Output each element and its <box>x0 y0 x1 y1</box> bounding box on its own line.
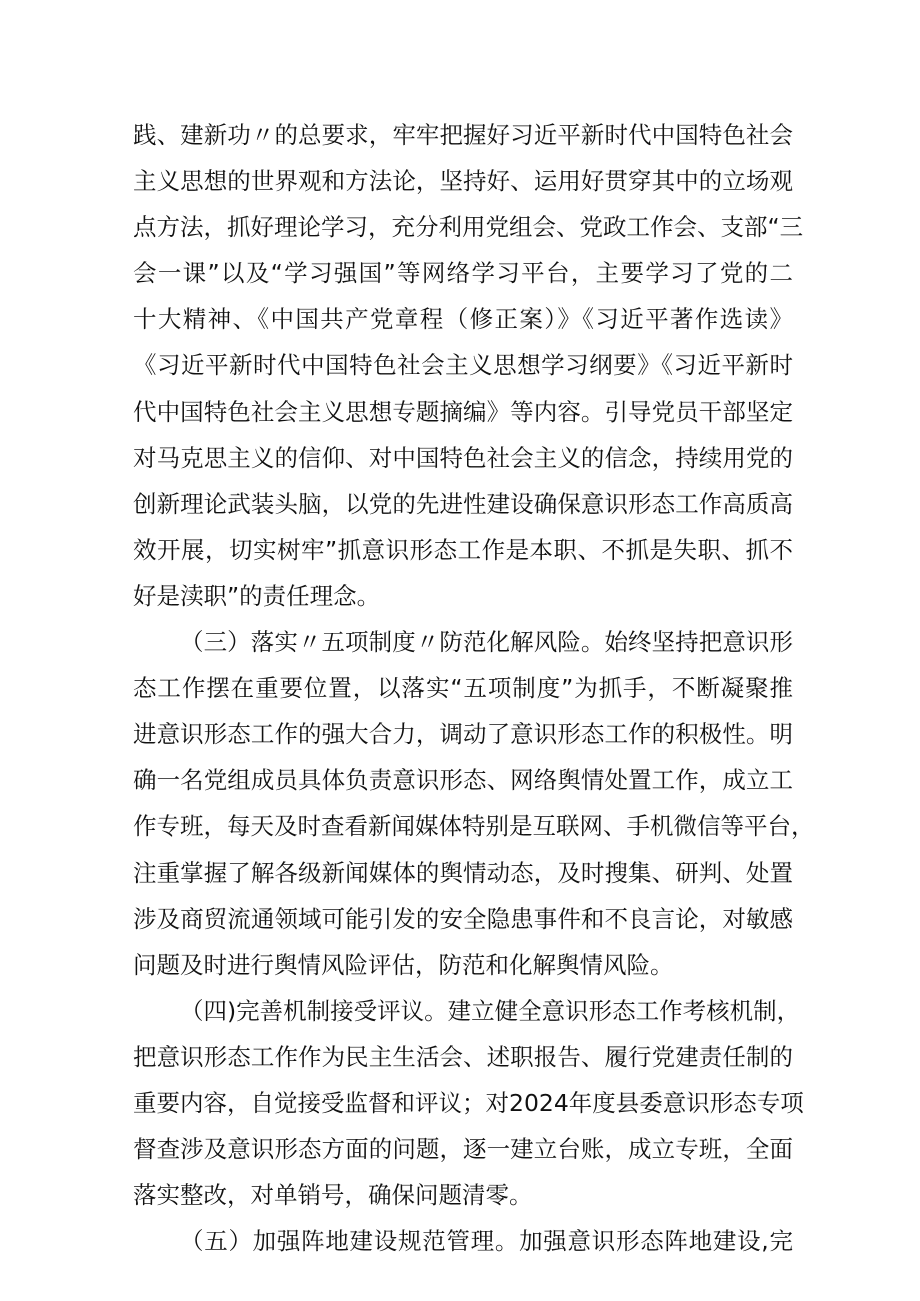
text-line: 践、建新功〃的总要求，牢牢把握好习近平新时代中国特色社会 <box>133 121 793 149</box>
text-line: 确一名党组成员具体负责意识形态、网络舆情处置工作，成立工 <box>133 766 793 795</box>
body-text <box>133 112 815 1264</box>
text-line: 对马克思主义的信仰、对中国特色社会主义的信念，持续用党的 <box>133 443 793 472</box>
text-line: 会一课”以及“学习强国”等网络学习平台，主要学习了党的二 <box>133 259 793 288</box>
text-line: 《习近平新时代中国特色社会主义思想学习纲要》《习近平新时 <box>133 351 793 380</box>
text-line: 十大精神、《中国共产党章程（修正案）》《习近平著作选读》 <box>133 305 793 334</box>
paragraph-end-line: 好是渎职”的责任理念。 <box>133 581 381 610</box>
text-line: 主义思想的世界观和方法论，坚持好、运用好贯穿其中的立场观 <box>133 167 793 196</box>
text-line: 效开展，切实树牢”抓意识形态工作是本职、不抓是失职、抓不 <box>133 535 793 564</box>
text-line: 点方法，抓好理论学习，充分利用党组会、党政工作会、支部“三 <box>133 213 804 242</box>
paragraph-end-line: 问题及时进行舆情风险评估，防范和化解舆情风险。 <box>133 950 674 979</box>
text-line: 创新理论武装头脑，以党的先进性建设确保意识形态工作高质高 <box>133 489 793 518</box>
text-line: 重要内容，自觉接受监督和评议；对2024年度县委意识形态专项 <box>133 1088 804 1117</box>
text-line: 督查涉及意识形态方面的问题，逐一建立台账，成立专班，全面 <box>133 1135 793 1164</box>
text-line: 进意识形态工作的强大合力，调动了意识形态工作的积极性。明 <box>133 720 793 749</box>
section-heading-line: （四)完善机制接受评议。建立健全意识形态工作考核机制， <box>180 996 801 1025</box>
paragraph-end-line: 落实整改，对单销号，确保问题清零。 <box>133 1181 533 1210</box>
text-line: 涉及商贸流通领域可能引发的安全隐患事件和不良言论，对敏感 <box>133 904 793 933</box>
section-heading-line: （三）落实〃五项制度〃防范化解风险。始终坚持把意识形 <box>180 628 793 657</box>
text-line: 作专班，每天及时查看新闻媒体特别是互联网、手机微信等平台， <box>133 812 815 841</box>
text-line: 注重掌握了解各级新闻媒体的舆情动态，及时搜集、研判、处置 <box>133 858 793 887</box>
section-heading-line: （五）加强阵地建设规范管理。加强意识形态阵地建设,完 <box>180 1227 793 1256</box>
text-line: 代中国特色社会主义思想专题摘编》等内容。引导党员干部坚定 <box>133 397 793 426</box>
text-line: 把意识形态工作作为民主生活会、述职报告、履行党建责任制的 <box>133 1042 793 1071</box>
text-line: 态工作摆在重要位置，以落实“五项制度”为抓手，不断凝聚推 <box>133 674 793 703</box>
